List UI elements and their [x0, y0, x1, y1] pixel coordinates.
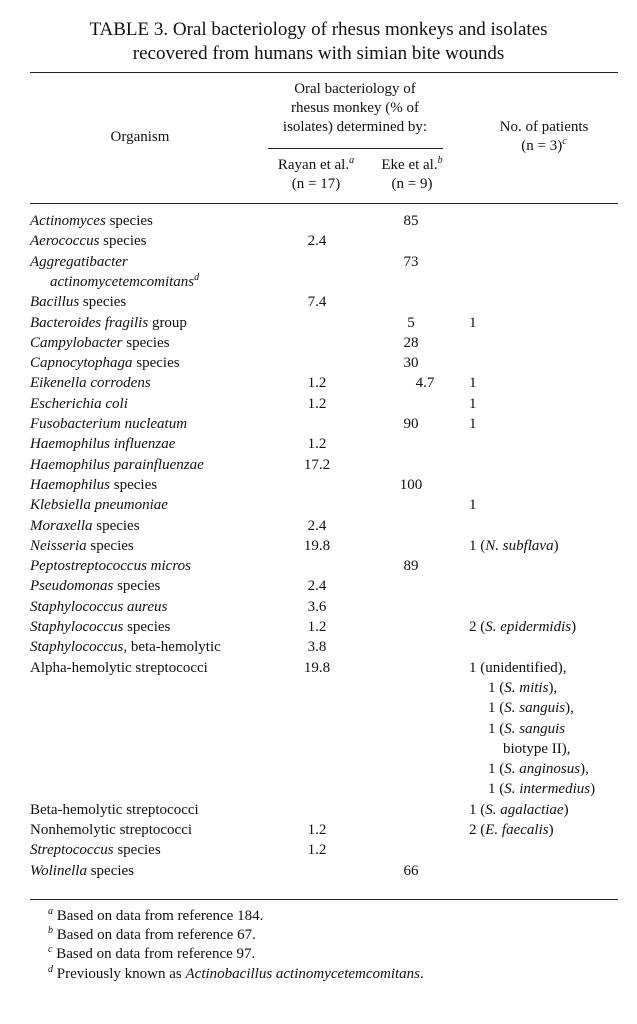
- patients-value-cell: 2 (S. epidermidis): [469, 619, 577, 635]
- table-title: [0, 18, 637, 66]
- header-eke: [372, 156, 452, 194]
- patients-value-cell: 1 (unidentified),: [469, 659, 567, 676]
- eke-value-cell: 90: [403, 416, 419, 432]
- eke-value-cell: 4.7: [415, 375, 435, 392]
- rayan-value-cell: 1.2: [307, 619, 327, 635]
- organism-cell: Streptococcus species: [30, 842, 161, 859]
- rayan-value-cell: 2.4: [307, 233, 327, 250]
- eke-value-cell: 66: [403, 862, 419, 879]
- rayan-value-cell: 1.2: [307, 395, 327, 412]
- rayan-value-cell: 19.8: [303, 537, 331, 554]
- patients-value-cell: 1: [469, 416, 477, 432]
- eke-value-cell: 30: [403, 355, 419, 372]
- patients-value-cell: 2 (E. faecalis): [469, 822, 554, 838]
- organism-cell: Haemophilus species: [30, 476, 158, 493]
- eke-value-cell: 73: [403, 253, 419, 270]
- organism-cell: actinomycetemcomitans$^d$: [50, 271, 200, 290]
- patients-value-cell: 1 (S. agalactiae): [469, 801, 569, 818]
- patients-value-cell: 1: [469, 375, 477, 392]
- rayan-value-cell: 1.2: [307, 375, 327, 392]
- header-eke-name: Eke et al.: [381, 157, 438, 173]
- organism-cell: Peptostreptococcus micros: [30, 558, 191, 575]
- rayan-value-cell: 1.2: [307, 842, 327, 859]
- header-patients: [470, 118, 618, 156]
- organism-cell: Aerococcus species: [30, 233, 147, 250]
- organism-cell: Fusobacterium nucleatum: [30, 416, 188, 432]
- rayan-value-cell: 3.6: [307, 598, 327, 615]
- organism-cell: Campylobacter species: [30, 334, 170, 351]
- footnote-d: $^d$ Previously known as Actinobacillus actinomycetemcomitans.: [48, 963, 424, 982]
- bottom-rule: [30, 899, 618, 900]
- organism-cell: Moraxella species: [30, 517, 140, 534]
- patients-value-cell: 1 (S. mitis),: [488, 679, 558, 696]
- patients-value-cell: 1 (S. intermedius): [488, 781, 596, 798]
- organism-cell: Haemophilus parainfluenzae: [30, 456, 204, 473]
- organism-cell: Bacteroides fragilis group: [30, 314, 187, 331]
- header-oral-group-line-1: Oral bacteriology of: [294, 81, 416, 97]
- rayan-value-cell: 1.2: [307, 822, 327, 838]
- header-bottom-rule: [30, 203, 618, 204]
- eke-value-cell: 89: [403, 558, 419, 575]
- patients-value-cell: 1: [469, 395, 477, 412]
- organism-cell: Neisseria species: [30, 537, 134, 554]
- footnote-c: $^c$ Based on data from reference 97.: [48, 944, 256, 963]
- rayan-value-cell: 7.4: [307, 294, 327, 311]
- patients-value-cell: 1: [469, 314, 477, 331]
- patients-value-cell: 1: [469, 497, 477, 514]
- table-title-line-1: TABLE 3. Oral bacteriology of rhesus monkeys and isolates: [89, 19, 548, 40]
- top-rule: [30, 72, 618, 73]
- rayan-value-cell: 2.4: [307, 578, 327, 595]
- patients-value-cell: biotype II),: [503, 740, 571, 757]
- header-rayan: [258, 156, 374, 194]
- organism-cell: Klebsiella pneumoniae: [30, 497, 168, 514]
- eke-value-cell: 5: [407, 314, 415, 331]
- footnote-a: $^a$ Based on data from reference 184.: [48, 906, 264, 924]
- organism-cell: Capnocytophaga species: [30, 355, 180, 372]
- header-oral-group: [260, 80, 450, 137]
- organism-cell: Alpha-hemolytic streptococci: [30, 659, 208, 676]
- eke-value-cell: 85: [403, 213, 419, 229]
- header-patients-line-2: (n = 3): [521, 138, 563, 154]
- organism-cell: Aggregatibacter: [30, 253, 128, 270]
- organism-cell: Nonhemolytic streptococci: [30, 822, 193, 838]
- organism-cell: Haemophilus influenzae: [30, 436, 176, 453]
- organism-cell: Beta-hemolytic streptococci: [30, 801, 199, 818]
- eke-value-cell: 100: [399, 476, 423, 493]
- organism-cell: Staphylococcus species: [30, 619, 171, 635]
- header-oral-group-line-3: isolates) determined by:: [282, 119, 428, 135]
- rayan-value-cell: 3.8: [307, 639, 327, 656]
- organism-cell: Eikenella corrodens: [30, 375, 151, 392]
- footnote-b: $^b$ Based on data from reference 67.: [48, 925, 256, 944]
- patients-value-cell: 1 (S. sanguis),: [488, 700, 574, 717]
- organism-cell: Pseudomonas species: [30, 578, 161, 595]
- header-patients-line-1: No. of patients: [499, 119, 589, 135]
- header-group-rule: [268, 148, 443, 149]
- header-eke-footnote-mark: b: [437, 155, 443, 166]
- header-oral-group-line-2: rhesus monkey (% of: [291, 100, 419, 116]
- patients-value-cell: 1 (S. anginosus),: [488, 761, 589, 778]
- organism-cell: Actinomyces species: [30, 213, 153, 229]
- header-rayan-footnote-mark: a: [349, 155, 355, 166]
- organism-cell: Escherichia coli: [30, 395, 128, 412]
- eke-value-cell: 28: [403, 334, 419, 351]
- header-patients-footnote-mark: c: [562, 136, 567, 147]
- rayan-value-cell: 19.8: [303, 659, 331, 676]
- rayan-value-cell: 2.4: [307, 517, 327, 534]
- table-title-line-2: recovered from humans with simian bite wounds: [132, 43, 505, 64]
- organism-cell: Wolinella species: [30, 862, 135, 879]
- patients-value-cell: 1 (N. subflava): [469, 537, 559, 554]
- organism-cell: Staphylococcus, beta-hemolytic: [30, 639, 221, 656]
- rayan-value-cell: 1.2: [307, 436, 327, 453]
- header-rayan-n: (n = 17): [291, 176, 341, 192]
- header-rayan-name: Rayan et al.: [277, 157, 350, 173]
- patients-value-cell: 1 (S. sanguis: [488, 720, 566, 737]
- header-eke-n: (n = 9): [391, 176, 433, 192]
- header-organism: Organism: [110, 129, 170, 145]
- rayan-value-cell: 17.2: [303, 456, 331, 473]
- organism-cell: Bacillus species: [30, 294, 127, 311]
- organism-cell: Staphylococcus aureus: [30, 598, 168, 615]
